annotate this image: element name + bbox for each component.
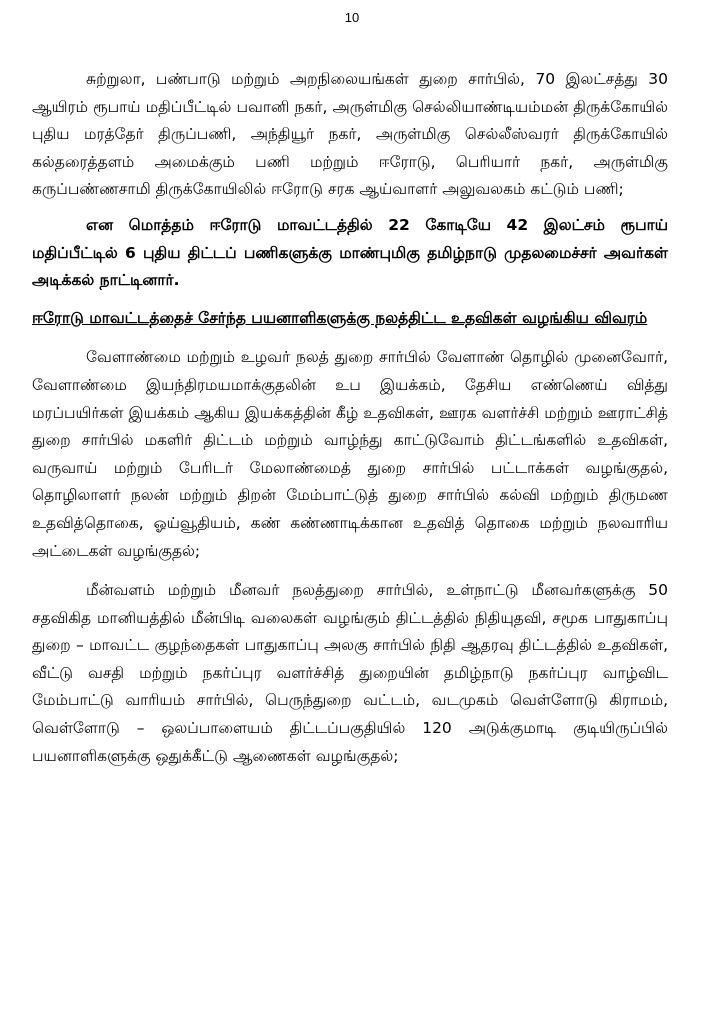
paragraph-fisheries-housing: மீன்வளம் மற்றும் மீனவர் நலத்துறை சார்பில், உள்நாட்டு மீனவர்களுக்கு 50 சதவிகித மானியத்தில் மீன்பிடி வலைகள் வழங்கும் திட்டத்தில் நிதியுதவி, சமூக பாதுகாப்பு துறை – மாவட்ட குழந்தைகள் பாதுகாப்பு அலகு சார்பில் நிதி ஆதரவு திட்டத்தில் உதவிகள், வீட்டு வசதி மற்றும் நகர்ப்புர வளர்ச்சித் துறையின் தமிழ்நாடு நகர்ப்புர வாழ்விட மேம்பாட்டு வாரியம் சார்பில், பெருந்துறை வட்டம், வடமுகம் வெள்ளோடு கிராமம், வெள்ளோடு – ஒலப்பாளையம் திட்டப்பகுதியில் 120 அடுக்குமாடி குடியிருப்பில் பயனாளிகளுக்கு ஒதுக்கீட்டு ஆணைகள் வழங்குதல்; xyxy=(32,581,668,765)
section-heading-welfare-assistance: ஈரோடு மாவட்டத்தைச் சேர்ந்த பயனாளிகளுக்கு நலத்திட்ட உதவிகள் வழங்கிய விவரம் xyxy=(32,308,648,327)
document-body xyxy=(32,66,668,770)
page-number: 10 xyxy=(344,10,360,25)
paragraph-agriculture-welfare: வேளாண்மை மற்றும் உழவர் நலத் துறை சார்பில் வேளாண் தொழில் முனைவோர், வேளாண்மை இயந்திரமயமாக்குதலின் உப இயக்கம், தேசிய எண்ணெய் வித்து மரப்பயிர்கள் இயக்கம் ஆகிய இயக்கத்தின் கீழ் உதவிகள், ஊரக வளர்ச்சி மற்றும் ஊராட்சித் துறை சார்பில் மகளிர் திட்டம் மற்றும் வாழ்ந்து காட்டுவோம் திட்டங்களில் உதவிகள், வருவாய் மற்றும் பேரிடர் மேலாண்மைத் துறை சார்பில் பட்டாக்கள் வழங்குதல், தொழிலாளர் நலன் மற்றும் திறன் மேம்பாட்டுத் துறை சார்பில் கல்வி மற்றும் திருமண உதவித்தொகை, ஓய்வூதியம், கண் கண்ணாடிக்கான உதவித் தொகை மற்றும் நலவாரிய அட்டைகள் வழங்குதல்; xyxy=(32,348,668,560)
paragraph-foundation-summary: என மொத்தம் ஈரோடு மாவட்டத்தில் 22 கோடியே 42 இலட்சம் ரூபாய் மதிப்பீட்டில் 6 புதிய திட்டப் பணிகளுக்கு மாண்புமிகு தமிழ்நாடு முதலமைச்சர் அவர்கள் அடிக்கல் நாட்டினார். xyxy=(32,215,668,290)
paragraph-tourism-works: சுற்றுலா, பண்பாடு மற்றும் அறநிலையங்கள் துறை சார்பில், 70 இலட்சத்து 30 ஆயிரம் ரூபாய் மதிப்பீட்டில் பவானி நகர், அருள்மிகு செல்லியாண்டியம்மன் திருக்கோயில் புதிய மரத்தேர் திருப்பணி, அந்தியூர் நகர், அருள்மிகு செல்லீஸ்வரர் திருக்கோயில் கல்தரைத்தளம் அமைக்கும் பணி மற்றும் ஈரோடு, பெரியார் நகர், அருள்மிகு கருப்பண்ணசாமி திருக்கோயிலில் ஈரோடு சரக ஆய்வாளர் அலுவலகம் கட்டும் பணி; xyxy=(32,70,668,199)
